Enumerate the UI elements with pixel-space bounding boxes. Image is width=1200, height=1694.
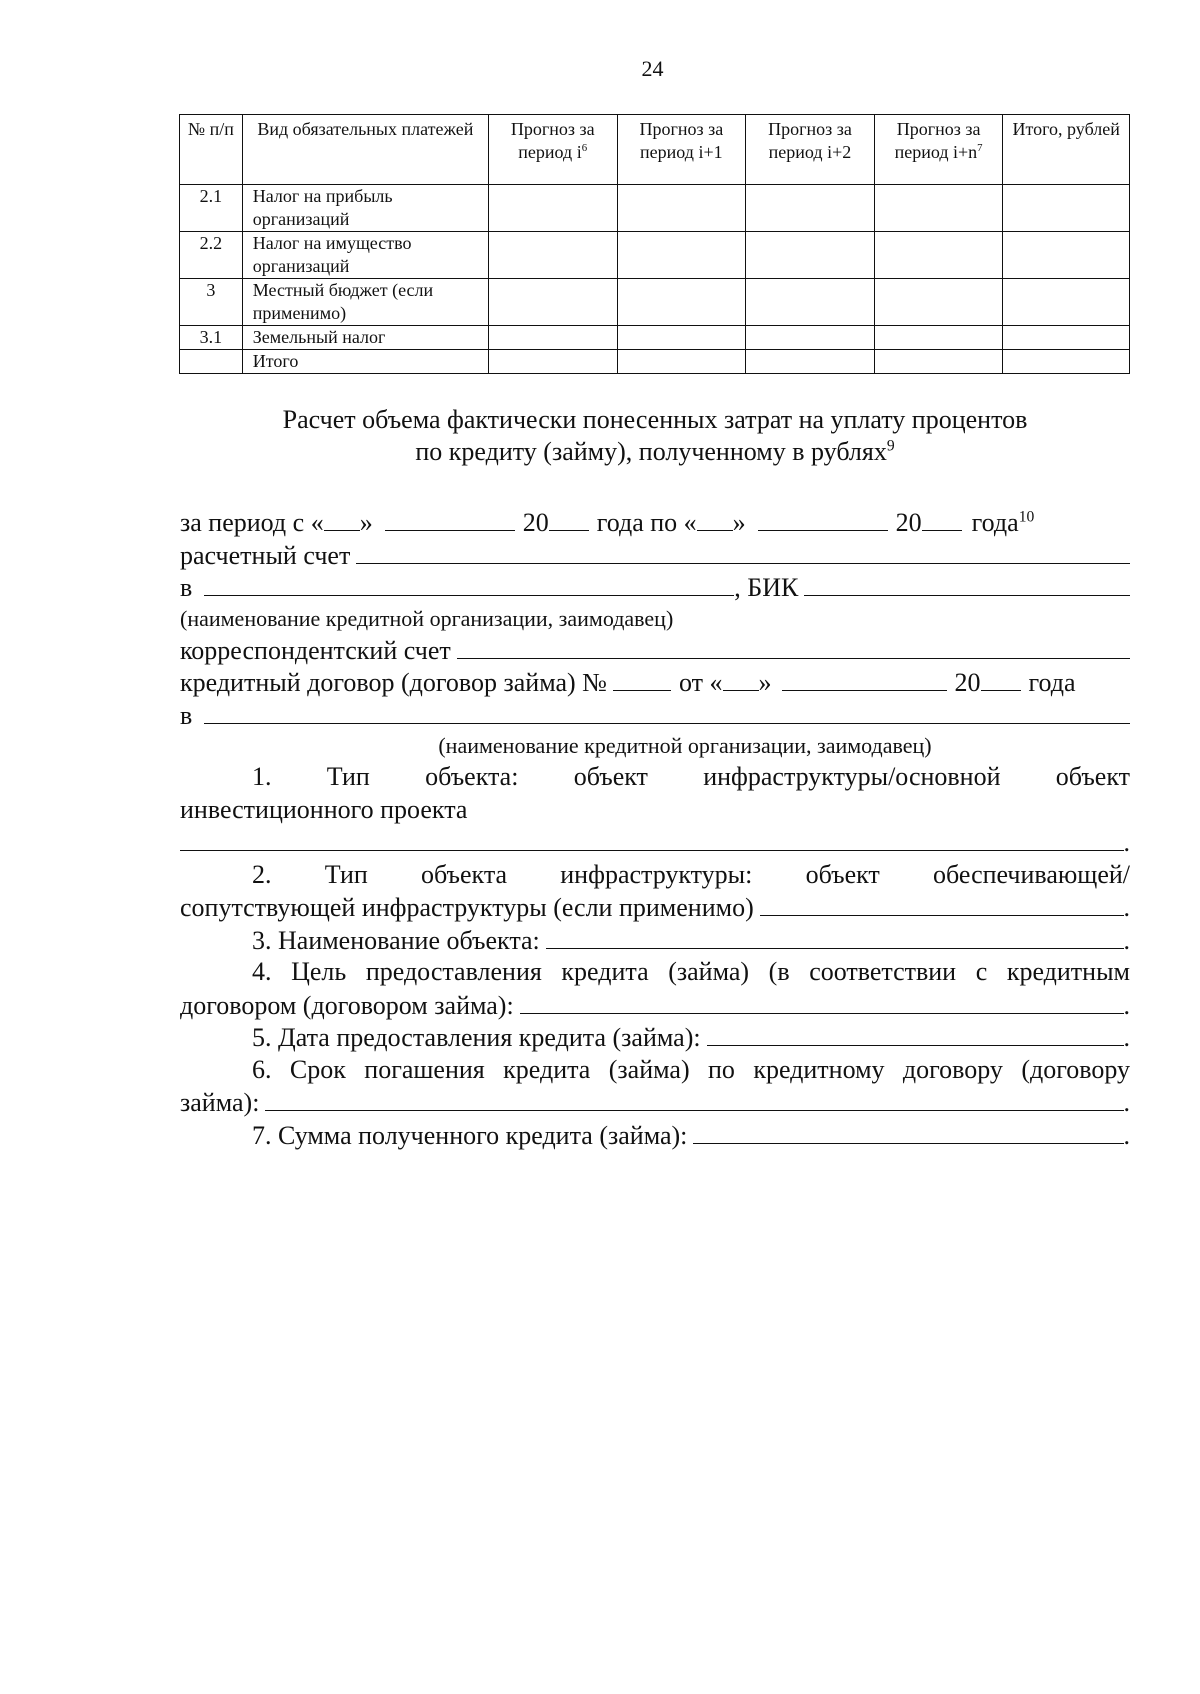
section-title-line2: по кредиту (займу), полученному в рублях$^9$ — [415, 437, 895, 466]
period-end-year-label: года$^{10}$ — [971, 508, 1035, 537]
period-line — [180, 506, 1130, 539]
item-4-field[interactable] — [520, 989, 1124, 1014]
row-cell[interactable] — [1003, 279, 1130, 326]
item-1-field-line — [180, 826, 1130, 859]
account-label: расчетный счет — [180, 540, 351, 570]
table-row — [180, 232, 1130, 279]
period-end-day-field[interactable] — [697, 506, 733, 531]
year-prefix: 20 — [954, 668, 981, 697]
row-cell[interactable] — [874, 350, 1003, 374]
corr-account-field[interactable] — [457, 634, 1130, 659]
item-6-cont: займа): — [180, 1088, 260, 1117]
row-num: 2.1 — [180, 185, 243, 232]
table-row — [180, 279, 1130, 326]
item-3: 3. Наименование объекта: — [252, 925, 540, 955]
lender-line — [180, 699, 1130, 732]
row-cell[interactable] — [746, 350, 875, 374]
year-prefix: 20 — [895, 508, 922, 537]
row-num: 2.2 — [180, 232, 243, 279]
item-3-field[interactable] — [546, 924, 1124, 949]
row-name: Местный бюджет (если применимо) — [242, 279, 488, 326]
item-4: 4. Цель предоставления кредита (займа) (в соответствии с кредитным — [252, 957, 1130, 986]
corr-account-label: корреспондентский счет — [180, 635, 451, 665]
account-line — [180, 539, 1130, 572]
page-number: 24 — [641, 56, 664, 81]
item-1: 1. Тип объекта: объект инфраструктуры/основной объект — [252, 762, 1130, 791]
contract-year-label: года — [1028, 668, 1076, 697]
in-label: в — [180, 573, 193, 602]
period-label: за период с « — [180, 508, 324, 537]
row-cell[interactable] — [617, 350, 746, 374]
period-to-label: года по « — [596, 508, 697, 537]
row-name: Налог на прибыль организаций — [242, 185, 488, 232]
item-1-field[interactable] — [180, 826, 1124, 851]
quote-close: » — [732, 508, 746, 537]
tax-forecast-table — [179, 114, 1130, 374]
row-name: Итого — [242, 350, 488, 374]
item-2: 2. Тип объекта инфраструктуры: объект обеспечивающей/ — [252, 859, 1130, 889]
item-2-field[interactable] — [760, 891, 1124, 916]
row-name: Земельный налог — [242, 326, 488, 350]
contract-number-field[interactable] — [613, 666, 671, 691]
contract-line — [180, 666, 1130, 699]
contract-label: кредитный договор (договор займа) № — [180, 668, 607, 697]
row-num: 3 — [180, 279, 243, 326]
contract-day-field[interactable] — [723, 666, 759, 691]
table-row — [180, 326, 1130, 350]
item-2-cont-line — [180, 891, 1130, 924]
bank-line — [180, 571, 1130, 604]
item-2-cont: сопутствующей инфраструктуры (если применимо) — [180, 893, 754, 922]
header-period-i: Прогноз за период $i^6$ — [488, 115, 617, 185]
item-6-field[interactable] — [265, 1086, 1123, 1111]
period-end: . — [1123, 1088, 1130, 1117]
row-num — [180, 350, 243, 374]
corr-account-line — [180, 634, 1130, 667]
row-cell[interactable] — [1003, 232, 1130, 279]
row-cell[interactable] — [746, 185, 875, 232]
interest-calculation-form — [180, 506, 1130, 1151]
header-period-in: Прогноз за период $i+n^7$ — [874, 115, 1003, 185]
quote-close: » — [758, 668, 772, 697]
table-row — [180, 185, 1130, 232]
row-num: 3.1 — [180, 326, 243, 350]
item-5-field[interactable] — [707, 1021, 1124, 1046]
section-title-line1: Расчет объема фактически понесенных затрат на уплату процентов — [282, 405, 1028, 434]
row-cell[interactable] — [874, 326, 1003, 350]
in-label: в — [180, 700, 193, 730]
bank-name-field[interactable] — [204, 571, 734, 596]
row-cell[interactable] — [617, 232, 746, 279]
item-7-field[interactable] — [693, 1119, 1123, 1144]
row-cell[interactable] — [488, 185, 617, 232]
item-4-cont: договором (договором займа): — [180, 990, 514, 1020]
bik-field[interactable] — [804, 571, 1130, 596]
period-end: . — [1123, 1120, 1130, 1150]
item-4-cont-line — [180, 989, 1130, 1022]
item-6-cont-line — [180, 1086, 1130, 1119]
period-end: . — [1123, 893, 1130, 922]
row-cell[interactable] — [488, 326, 617, 350]
item-1-cont: инвестиционного проекта — [180, 794, 468, 824]
period-end: . — [1123, 925, 1130, 955]
contract-year-field[interactable] — [981, 666, 1021, 691]
row-cell[interactable] — [746, 279, 875, 326]
period-end: . — [1123, 1023, 1130, 1052]
period-end: . — [1123, 990, 1130, 1020]
item-7: 7. Сумма полученного кредита (займа): — [252, 1120, 688, 1150]
row-cell[interactable] — [488, 279, 617, 326]
item-7-line — [180, 1119, 1130, 1152]
contract-from-label: от « — [678, 668, 723, 697]
section-title — [180, 404, 1130, 468]
header-total: Итого, рублей — [1003, 115, 1130, 185]
row-cell[interactable] — [617, 326, 746, 350]
header-payment-type: Вид обязательных платежей — [242, 115, 488, 185]
header-period-i2: Прогноз за период i+2 — [746, 115, 875, 185]
quote-close: » — [359, 508, 373, 537]
item-5: 5. Дата предоставления кредита (займа): — [252, 1023, 701, 1052]
item-6: 6. Срок погашения кредита (займа) по кредитному договору (договору — [252, 1054, 1130, 1084]
header-period-i1: Прогноз за период i+1 — [617, 115, 746, 185]
lender-caption: (наименование кредитной организации, заимодавец) — [438, 733, 932, 758]
row-name: Налог на имущество организаций — [242, 232, 488, 279]
year-prefix: 20 — [522, 508, 549, 537]
account-field[interactable] — [356, 539, 1130, 564]
header-num: № п/п — [180, 115, 243, 185]
row-cell[interactable] — [488, 232, 617, 279]
row-cell[interactable] — [874, 185, 1003, 232]
row-cell[interactable] — [488, 350, 617, 374]
row-cell[interactable] — [617, 185, 746, 232]
period-start-month-field[interactable] — [385, 506, 515, 531]
bik-label: , БИК — [734, 573, 799, 602]
row-cell[interactable] — [746, 232, 875, 279]
bank-caption: (наименование кредитной организации, заимодавец) — [180, 605, 674, 631]
period-start-day-field[interactable] — [324, 506, 360, 531]
row-cell[interactable] — [874, 279, 1003, 326]
period-end-month-field[interactable] — [758, 506, 888, 531]
row-cell[interactable] — [617, 279, 746, 326]
period-start-year-field[interactable] — [549, 506, 589, 531]
row-cell[interactable] — [1003, 326, 1130, 350]
period-end: . — [1123, 828, 1130, 857]
period-end-year-field[interactable] — [922, 506, 962, 531]
table-header-row — [180, 115, 1130, 185]
row-cell[interactable] — [746, 326, 875, 350]
row-cell[interactable] — [1003, 350, 1130, 374]
row-cell[interactable] — [874, 232, 1003, 279]
table-row — [180, 350, 1130, 374]
item-5-line — [180, 1021, 1130, 1054]
contract-month-field[interactable] — [782, 666, 947, 691]
item-3-line — [180, 924, 1130, 957]
row-cell[interactable] — [1003, 185, 1130, 232]
lender-name-field[interactable] — [204, 699, 1130, 724]
